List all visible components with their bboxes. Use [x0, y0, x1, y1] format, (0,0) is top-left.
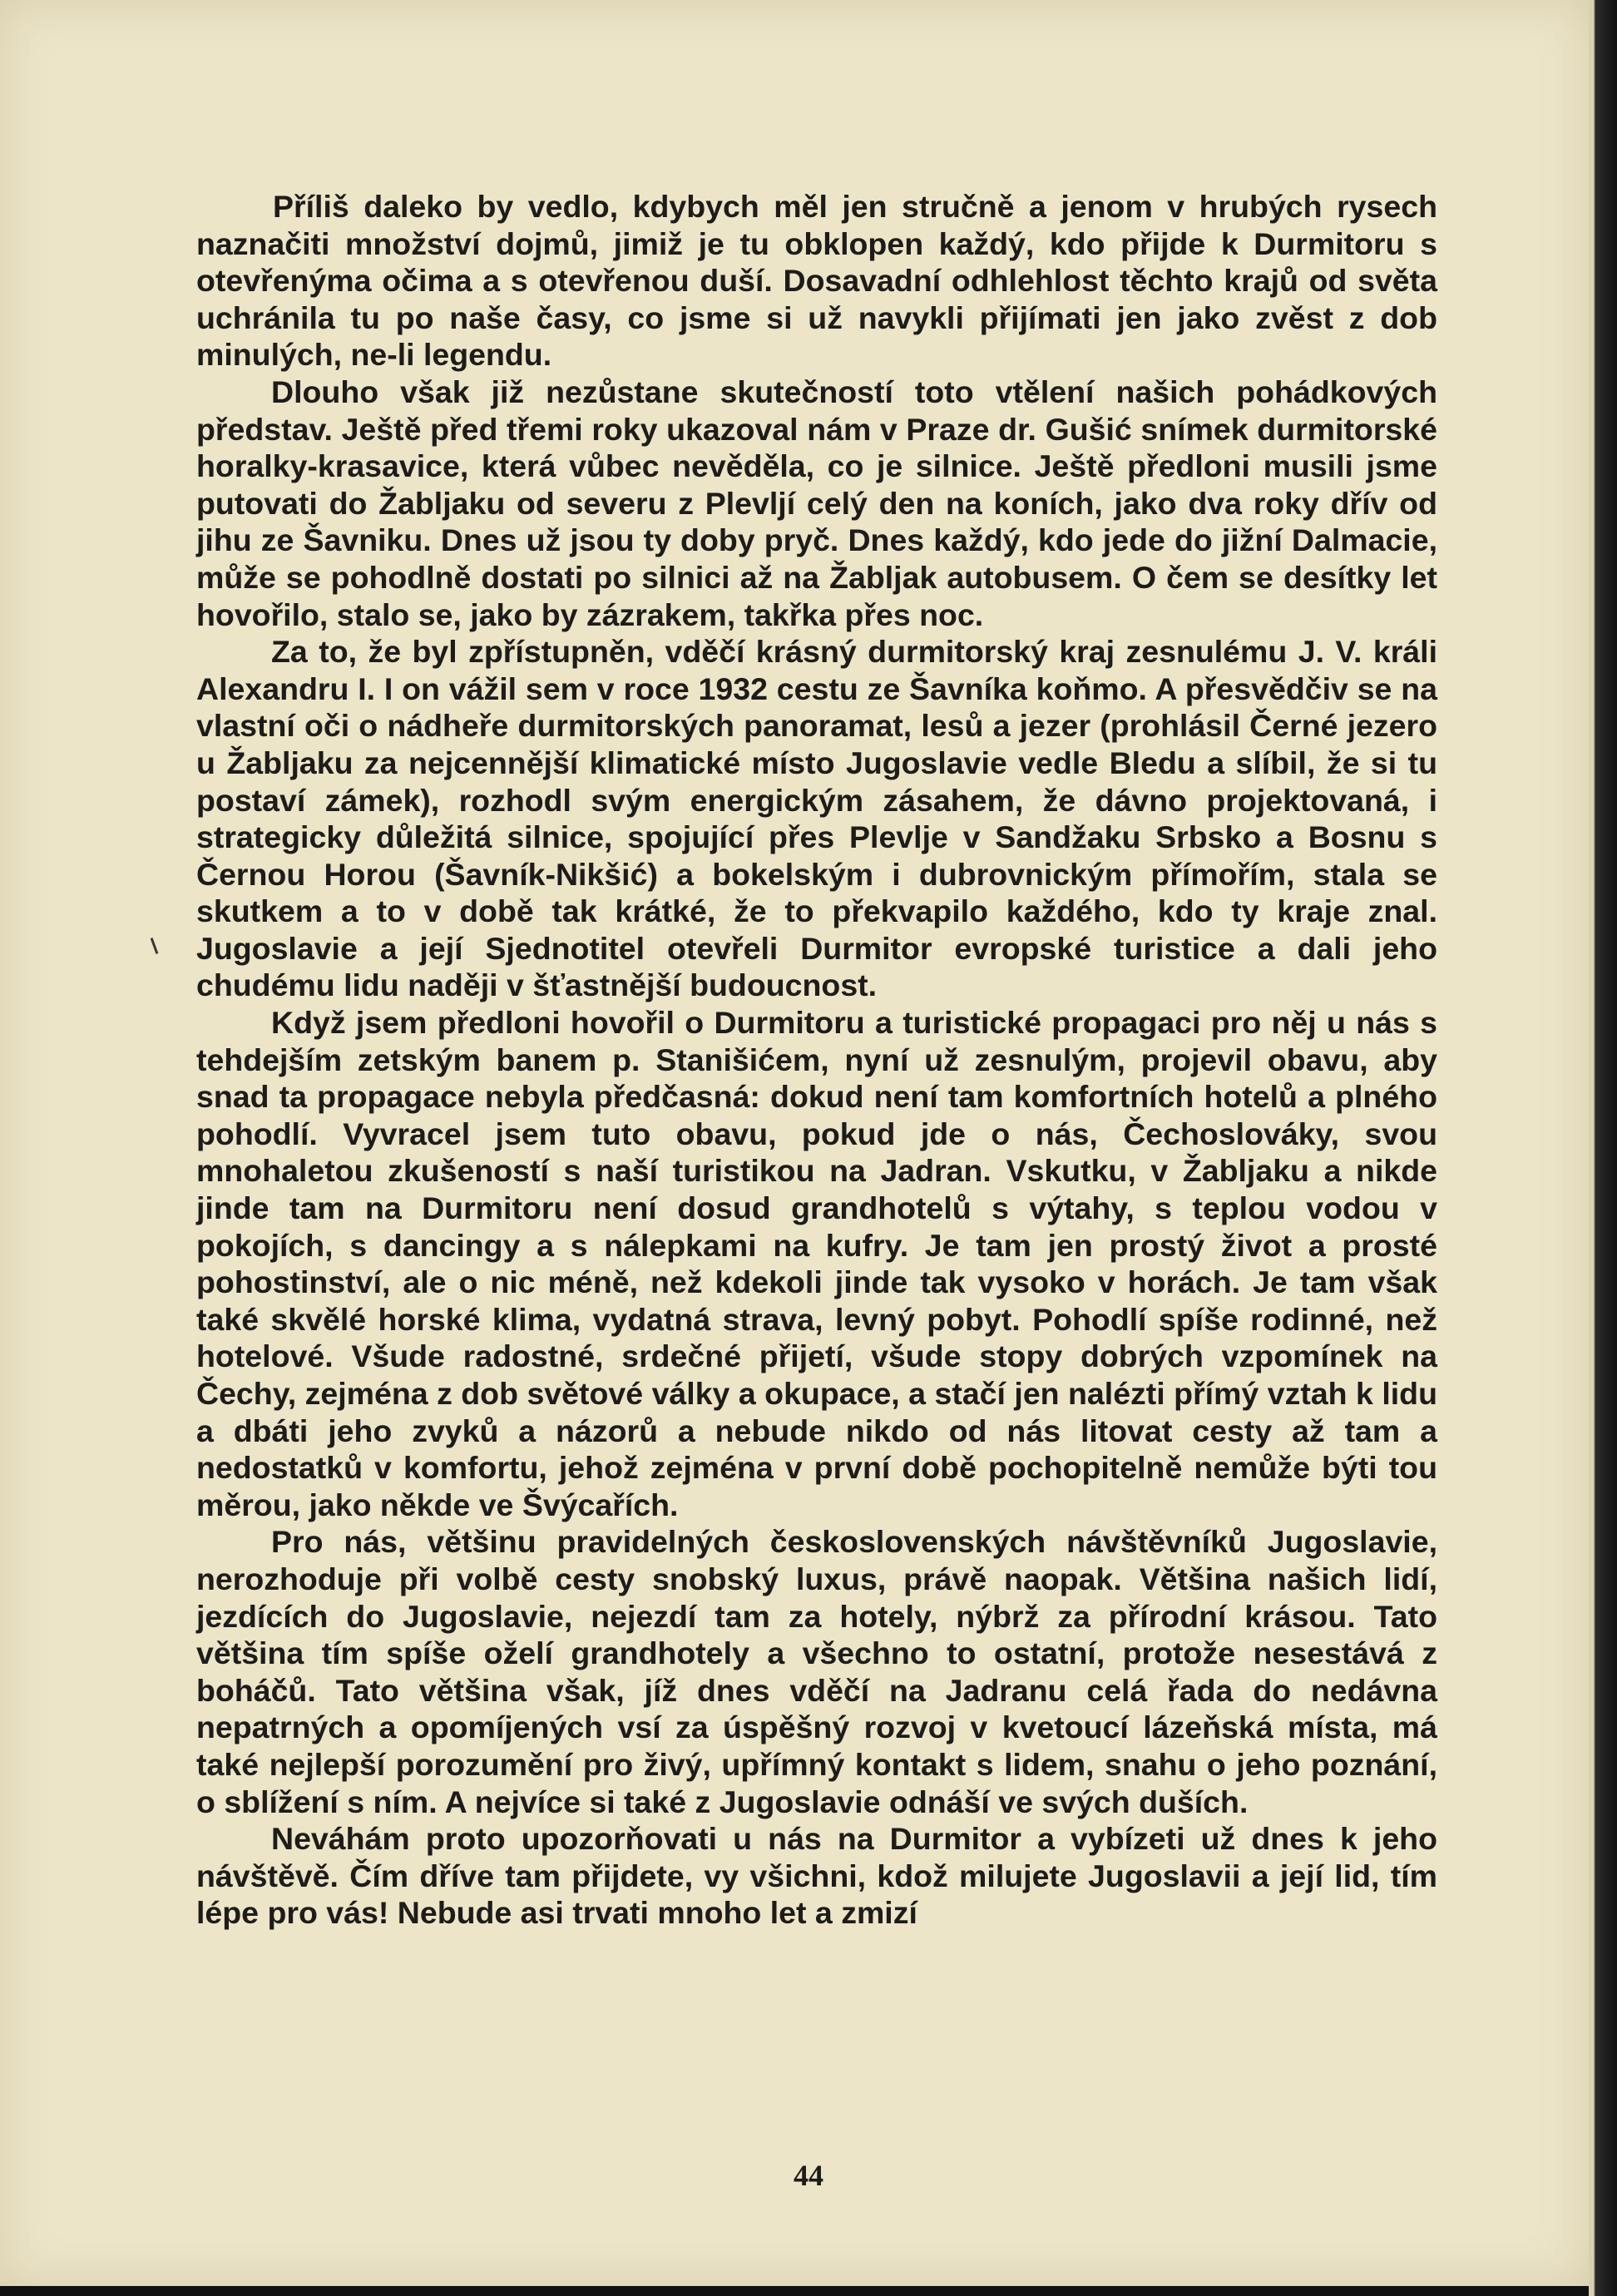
paragraph-4: Když jsem předloni hovořil o Durmitoru a turistické propagaci pro něj u nás s tehdejším zetským banem p. Stanišićem, nyní už zesnulým, projevil obavu, aby snad ta propagace nebyla předčasná: dokud není tam komfortních hotelů a plného pohodlí. Vyvracel jsem tuto obavu, pokud jde o nás, Čechoslováky, svou mnohaletou zkušeností s naší turistikou na Jadran. Vskutku, v Žabljaku a nikde jinde tam na Durmitoru není dosud grandhotelů s výtahy, s teplou vodou v pokojích, s dancingy a s nálepkami na kufry. Je tam jen prostý život a prosté pohostinství, ale o nic méně, než kdekoli jinde tak vysoko v horách. Je tam však také skvělé horské klima, vydatná strava, levný pobyt. Pohodlí spíše rodinné, než hotelové. Všude radostné, srdečné přijetí, všude stopy dobrých vzpomínek na Čechy, zejména z dob světové války a okupace, a stačí jen nalézti přímý vztah k lidu a dbáti jeho zvyků a názorů a nebude nikdo od nás litovat cesty až tam a nedostatků v komfortu, jehož zejména v první době pochopitelně nemůže býti tou měrou, jako někde ve Švýcařích. [196, 1005, 1437, 1522]
paragraph-1: Příliš daleko by vedlo, kdybych měl jen stručně a jenom v hrubých rysech naznačiti množství dojmů, jimiž je tu obklopen každý, kdo přijde k Durmitoru s otevřenýma očima a s otevřenou duší. Dosavadní odhlehlost těchto krajů od světa uchránila tu po naše časy, co jsme si už navykli přijímati jen jako zvěst z dob minulých, ne-li legendu. [196, 189, 1437, 373]
paragraph-3: Za to, že byl zpřístupněn, vděčí krásný durmitorský kraj zesnulému J. V. králi Alexandru I. I on vážil sem v roce 1932 cestu ze Šavníka koňmo. A přesvědčiv se na vlastní oči o nádheře durmitorských panoramat, lesů a jezer (prohlásil Černé jezero u Žabljaku za nejcennější klimatické místo Jugoslavie vedle Bledu a slíbil, že si tu postaví zámek), rozhodl svým energickým zásahem, že dávno projektovaná, i strategicky důležitá silnice, spojující přes Plevlje v Sandžaku Srbsko a Bosnu s Černou Horou (Šavník-Nikšić) a bokelským i dubrovnickým přímořím, stala se skutkem a to v době tak krátké, že to překvapilo každého, kdo ty kraje znal. Jugoslavie a její Sjednotitel otevřeli Durmitor evropské turistice a dali jeho chudému lidu naději v šťastnější budoucnost. [196, 634, 1437, 1003]
paragraph-2: Dlouho však již nezůstane skutečností toto vtělení našich pohádkových představ. Ještě před třemi roky ukazoval nám v Praze dr. Gušić snímek durmitorské horalky-krasavice, která vůbec nevěděla, co je silnice. Ještě předloni musili jsme putovati do Žabljaku od severu z Plevljí celý den na koních, jako dva roky dřív od jihu ze Šavniku. Dnes už jsou ty doby pryč. Dnes každý, kdo jede do jižní Dalmacie, může se pohodlně dostati po silnici až na Žabljak autobusem. O čem se desítky let hovořilo, stalo se, jako by zázrakem, takřka přes noc. [196, 374, 1437, 632]
scan-edge-strip [1589, 0, 1617, 2296]
paragraph-5: Pro nás, většinu pravidelných československých návštěvníků Jugoslavie, nerozhoduje při volbě cesty snobský luxus, právě naopak. Většina našich lidí, jezdících do Jugoslavie, nejezdí tam za hotely, nýbrž za přírodní krásou. Tato většina tím spíše oželí grandhotely a všechno to ostatní, protože nesestává z boháčů. Tato většina však, jíž dnes vděčí na Jadranu celá řada do nedávna nepatrných a opomíjených vsí za úspěšný rozvoj v kvetoucí lázeňská místa, má také nejlepší porozumění pro živý, upřímný kontakt s lidem, snahu o jeho poznání, o sblížení s ním. A nejvíce si také z Jugoslavie odnáší ve svých duších. [196, 1524, 1437, 1819]
body-text [196, 188, 1437, 1932]
page-number: 44 [794, 2159, 823, 2192]
paragraph-6: Neváhám proto upozorňovati u nás na Durmitor a vybízeti už dnes k jeho návštěvě. Čím dříve tam přijdete, vy všichni, kdož milujete Jugoslavii a její lid, tím lépe pro vás! Nebude asi trvati mnoho let a zmizí [196, 1821, 1437, 1931]
stray-ink-mark [151, 938, 159, 954]
